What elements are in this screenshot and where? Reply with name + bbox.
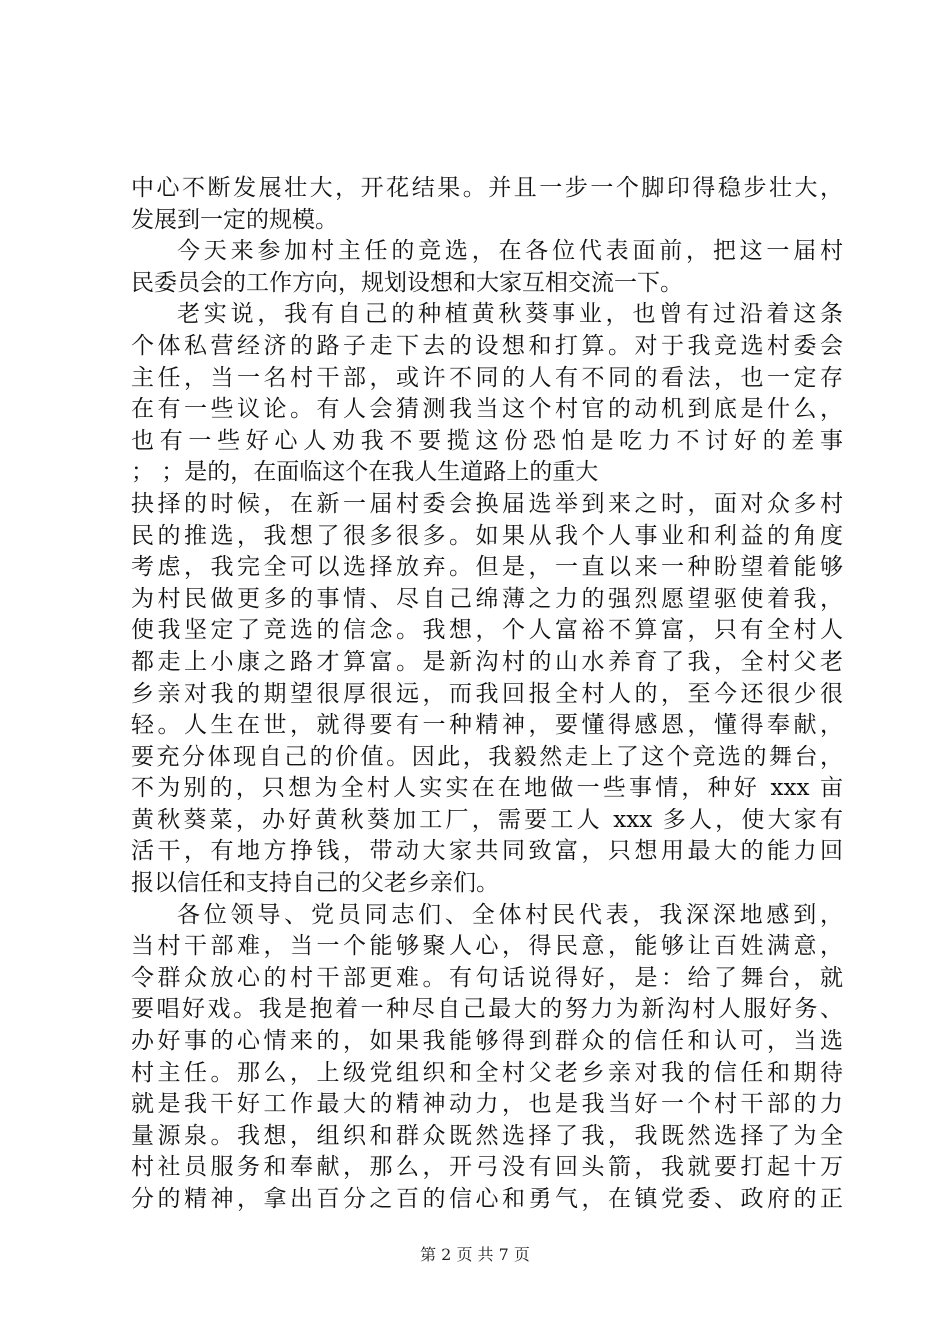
text-line: 个体私营经济的路子走下去的设想和打算。对于我竞选村委会 [131,332,843,359]
text-line: 也有一些好心人劝我不要揽这份恐怕是吃力不讨好的差事 [131,427,843,454]
text-line: 都走上小康之路才算富。是新沟村的山水养育了我，全村父老 [131,648,843,675]
text-line: 主任，当一名村干部，或许不同的人有不同的看法，也一定存 [131,364,843,391]
text-line: 村主任。那么，上级党组织和全村父老乡亲对我的信任和期待 [131,1059,843,1086]
text-line: 要充分体现自己的价值。因此，我毅然走上了这个竞选的舞台， [131,743,843,770]
text-line: 村社员服务和奉献，那么，开弓没有回头箭，我就要打起十万 [131,1154,843,1181]
text-line: 抉择的时候，在新一届村委会换届选举到来之时，面对众多村 [131,490,843,517]
text-line: 报以信任和支持自己的父老乡亲们。 [131,870,499,897]
text-line: 老实说，我有自己的种植黄秋葵事业，也曾有过沿着这条 [177,301,843,328]
text-line: 要唱好戏。我是抱着一种尽自己最大的努力为新沟村人服好务、 [131,996,843,1023]
text-line: 民的推选，我想了很多很多。如果从我个人事业和利益的角度 [131,522,843,549]
text-line: 今天来参加村主任的竞选，在各位代表面前，把这一届村 [177,238,843,265]
text-line: 使我坚定了竞选的信念。我想，个人富裕不算富，只有全村人 [131,617,843,644]
text-line: 轻。人生在世，就得要有一种精神，要懂得感恩，懂得奉献， [131,712,843,739]
text-line: 不为别的，只想为全村人实实在在地做一些事情，种好 xxx 亩 [131,775,843,802]
text-line: 量源泉。我想，组织和群众既然选择了我，我既然选择了为全 [131,1122,843,1149]
text-line: 中心不断发展壮大，开花结果。并且一步一个脚印得稳步壮大， [131,175,843,201]
text-line: 就是我干好工作最大的精神动力，也是我当好一个村干部的力 [131,1091,843,1118]
text-line: 活干，有地方挣钱，带动大家共同致富，只想用最大的能力回 [131,838,843,865]
text-line: 分的精神，拿出百分之百的信心和勇气，在镇党委、政府的正 [131,1186,843,1212]
text-line: ； ；是的，在面临这个在我人生道路上的重大 [131,459,599,486]
text-line: 发展到一定的规模。 [131,206,338,233]
text-line: 为村民做更多的事情、尽自己绵薄之力的强烈愿望驱使着我， [131,585,843,612]
text-line: 办好事的心情来的，如果我能够得到群众的信任和认可，当选 [131,1028,843,1055]
page-footer: 第 2 页 共 7 页 [420,1245,530,1264]
text-line: 乡亲对我的期望很厚很远，而我回报全村人的，至今还很少很 [131,680,843,707]
text-line: 考虑，我完全可以选择放弃。但是，一直以来一种盼望着能够 [131,554,843,581]
text-line: 令群众放心的村干部更难。有句话说得好，是：给了舞台，就 [131,964,843,991]
document-body [131,173,843,1216]
text-line: 各位领导、党员同志们、全体村民代表，我深深地感到， [177,901,843,928]
text-line: 民委员会的工作方向，规划设想和大家互相交流一下。 [131,269,683,296]
text-line: 当村干部难，当一个能够聚人心，得民意，能够让百姓满意， [131,933,843,960]
text-line: 黄秋葵菜，办好黄秋葵加工厂，需要工人 xxx 多人，使大家有 [131,806,843,833]
text-line: 在有一些议论。有人会猜测我当这个村官的动机到底是什么， [131,396,843,423]
